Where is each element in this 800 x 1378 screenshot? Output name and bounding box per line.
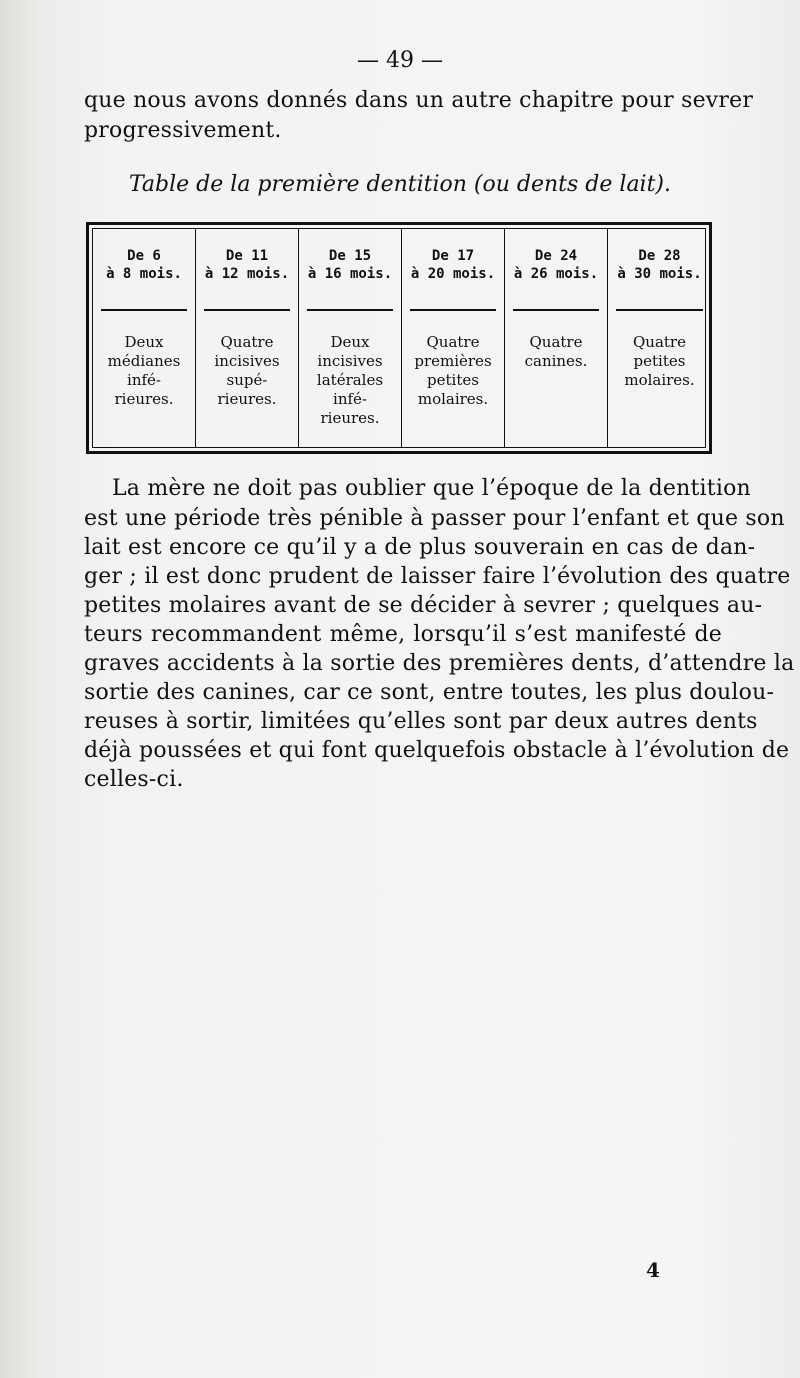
column-header — [93, 247, 195, 283]
paragraph-line: est une période très pénible à passer pour l’enfant et que son — [84, 506, 785, 531]
period-to: à 30 mois. — [617, 266, 702, 282]
table-column — [93, 229, 196, 447]
period-from: De 15 — [328, 248, 372, 264]
teeth-line: infé- — [333, 390, 367, 408]
teeth-line: molaires. — [417, 390, 489, 408]
paragraph-line: déjà poussées et qui font quelquefois obstacle à l’évolution de — [84, 738, 790, 763]
teeth-line: supé- — [226, 371, 268, 389]
teeth-line: incisives — [214, 352, 280, 370]
column-header — [402, 247, 504, 283]
column-rule — [410, 309, 496, 311]
teeth-line: rieures. — [320, 409, 380, 427]
teeth-line: Quatre — [426, 333, 480, 351]
paragraph-line: teurs recommandent même, lorsqu’il s’est manifesté de — [84, 622, 722, 647]
teeth-line: Quatre — [633, 333, 686, 351]
period-to: à 16 mois. — [307, 266, 393, 282]
column-header — [299, 247, 401, 283]
teeth-description — [402, 333, 504, 409]
teeth-line: incisives — [317, 352, 383, 370]
teeth-line: molaires. — [624, 371, 695, 389]
dentition-table-body — [92, 228, 706, 448]
period-from: De 11 — [225, 248, 269, 264]
column-header — [196, 247, 298, 283]
paragraph-line: lait est encore ce qu’il y a de plus souverain en cas de dan- — [84, 535, 756, 560]
paragraph-line: petites molaires avant de se décider à sevrer ; quelques au- — [84, 593, 763, 618]
paragraph-line: reuses à sortir, limitées qu’elles sont par deux autres dents — [84, 709, 758, 734]
period-from: De 24 — [534, 248, 578, 264]
paragraph-line: celles-ci. — [84, 767, 184, 792]
table-column — [608, 229, 711, 447]
period-from: De 6 — [127, 248, 161, 264]
teeth-line: petites — [633, 352, 686, 370]
page-number: — 49 — — [357, 48, 443, 73]
period-from: De 17 — [431, 248, 475, 264]
column-rule — [513, 309, 599, 311]
column-header — [505, 247, 607, 283]
paragraph-line: sortie des canines, car ce sont, entre toutes, les plus doulou- — [84, 680, 775, 705]
period-to: à 20 mois. — [410, 266, 496, 282]
teeth-line: canines. — [524, 352, 588, 370]
teeth-description — [608, 333, 711, 390]
table-column — [196, 229, 299, 447]
dentition-table — [86, 222, 712, 454]
column-rule — [307, 309, 393, 311]
table-column — [505, 229, 608, 447]
teeth-line: rieures. — [217, 390, 277, 408]
table-column — [299, 229, 402, 447]
teeth-description — [505, 333, 607, 371]
column-rule — [616, 309, 703, 311]
paragraph-line: graves accidents à la sortie des premières dents, d’attendre la — [84, 651, 795, 676]
intro-line: que nous avons donnés dans un autre chapitre pour sevrer — [84, 88, 754, 113]
teeth-line: rieures. — [114, 390, 174, 408]
table-caption: Table de la première dentition (ou dents de lait). — [128, 172, 672, 197]
signature-mark: 4 — [646, 1258, 660, 1282]
teeth-line: premières — [414, 352, 492, 370]
teeth-line: Quatre — [529, 333, 583, 351]
teeth-line: Deux — [330, 333, 370, 351]
teeth-description — [196, 333, 298, 409]
teeth-description — [93, 333, 195, 409]
teeth-line: Deux — [124, 333, 164, 351]
column-rule — [204, 309, 290, 311]
paragraph-line: ger ; il est donc prudent de laisser faire l’évolution des quatre — [84, 564, 791, 589]
period-from: De 28 — [638, 248, 681, 264]
table-column — [402, 229, 505, 447]
teeth-line: petites — [427, 371, 479, 389]
intro-line: progressivement. — [84, 118, 282, 143]
teeth-line: infé- — [127, 371, 161, 389]
period-to: à 8 mois. — [106, 266, 182, 282]
period-to: à 26 mois. — [513, 266, 599, 282]
column-rule — [101, 309, 187, 311]
period-to: à 12 mois. — [204, 266, 290, 282]
paragraph-line: La mère ne doit pas oublier que l’époque de la dentition — [112, 476, 751, 501]
teeth-line: latérales — [316, 371, 384, 389]
teeth-description — [299, 333, 401, 428]
teeth-line: médianes — [107, 352, 181, 370]
teeth-line: Quatre — [220, 333, 274, 351]
column-header — [608, 247, 711, 283]
